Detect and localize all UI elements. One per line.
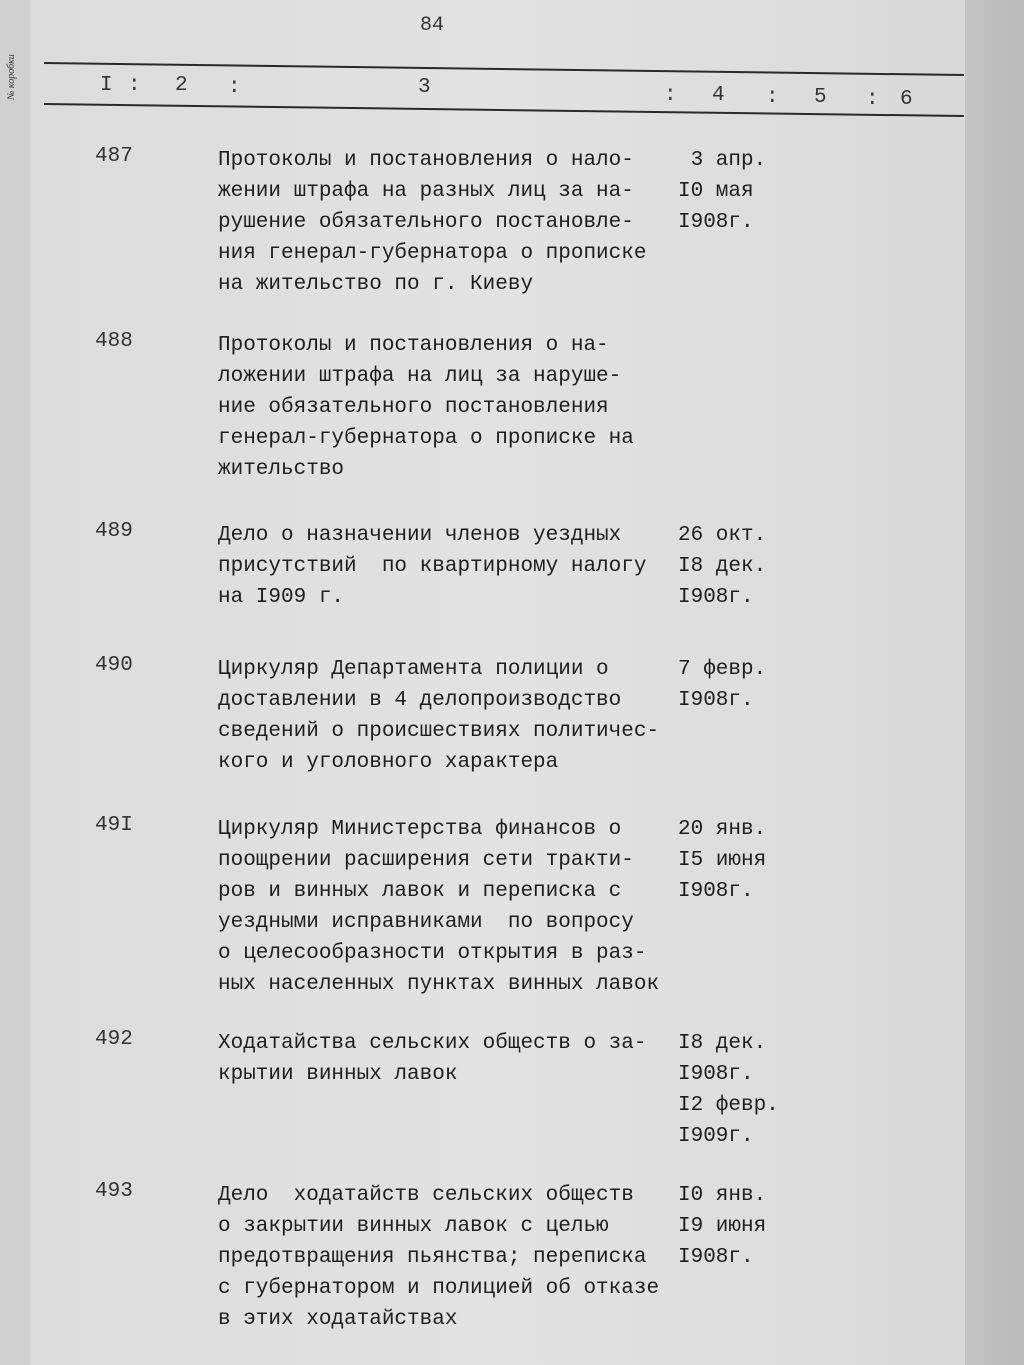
column-separator: : [766,86,779,109]
entry-title-line: генерал-губернатора о прописке на [218,427,634,450]
entry-number: 487 [95,145,133,168]
entry-dates [678,1028,779,1152]
entry-title-line: о закрытии винных лавок с целью [218,1215,609,1238]
entry-date-line: I2 февр. [678,1094,779,1117]
entry-title [218,330,634,485]
entry-dates [678,520,766,613]
entry-title-line: жении штрафа на разных лиц за на- [218,180,634,203]
column-separator: : [128,74,141,97]
entry-title-line: на жительство по г. Киеву [218,273,534,296]
entry-title-line: ложении штрафа на лиц за наруше- [218,365,622,388]
entry-title-line: ния генерал-губернатора о прописке [218,242,647,265]
entry-title-line: в этих ходатайствах [218,1308,458,1331]
box-number-label: № коробки [6,54,17,100]
entry-title-line: ние обязательного постановления [218,396,609,419]
entry-number: 490 [95,654,133,677]
entry-number: 488 [95,330,133,353]
entry-date-line: I8 дек. [678,1032,767,1055]
entry-dates [678,814,766,907]
entry-number: 489 [95,520,133,543]
column-header: 4 [712,84,725,107]
entry-title-line: ных населенных пунктах винных лавок [218,973,660,996]
entry-date-line: 7 февр. [678,658,767,681]
column-header: 5 [814,86,827,109]
entry-title-line: Ходатайства сельских обществ о за- [218,1032,647,1055]
column-separator: : [664,84,677,107]
entry-date-line: I9 июня [678,1215,767,1238]
entry-title-line: на I909 г. [218,586,345,609]
column-header: 6 [900,88,913,111]
entry-dates [678,654,766,716]
entry-title [218,1028,646,1090]
entry-title-line: ров и винных лавок и переписка с [218,880,622,903]
entry-dates [678,145,766,238]
entry-title [218,814,659,1000]
entry-title-line: о целесообразности открытия в раз- [218,942,647,965]
column-separator: : [866,88,879,111]
entry-title [218,520,646,613]
column-separator: : [228,76,241,99]
entry-date-line: 26 окт. [678,524,767,547]
entry-date-line: I8 дек. [678,555,767,578]
entry-title-line: Дело о назначении членов уездных [218,524,622,547]
entry-title-line: доставлении в 4 делопроизводство [218,689,622,712]
page-edge [965,0,1024,1365]
entry-title-line: крытии винных лавок [218,1063,458,1086]
entry-title-line: Протоколы и постановления о на- [218,334,609,357]
entry-date-line: I908г. [678,211,754,234]
entry-title-line: кого и уголовного характера [218,751,559,774]
entry-title-line: Циркуляр Министерства финансов о [218,818,622,841]
entry-title [218,1180,659,1335]
column-header: 2 [175,74,188,97]
entry-date-line: I5 июня [678,849,767,872]
entry-title-line: Протоколы и постановления о нало- [218,149,634,172]
entry-date-line: I909г. [678,1125,754,1148]
column-header: I [100,74,113,97]
entry-date-line: I908г. [678,1063,754,1086]
entry-title-line: Циркуляр Департамента полиции о [218,658,609,681]
entry-title-line: уездными исправниками по вопросу [218,911,634,934]
entry-date-line: I908г. [678,1246,754,1269]
entry-date-line: 20 янв. [678,818,767,841]
entry-title-line: рушение обязательного постановле- [218,211,634,234]
entry-title-line: сведений о происшествиях политичес- [218,720,660,743]
entry-number: 49I [95,814,133,837]
entry-title-line: поощрении расширения сети тракти- [218,849,634,872]
entry-title-line: с губернатором и полицией об отказе [218,1277,660,1300]
entry-title [218,145,646,300]
entry-date-line: 3 апр. [678,149,767,172]
entry-number: 493 [95,1180,133,1203]
entry-date-line: I908г. [678,586,754,609]
entry-title-line: жительство [218,458,345,481]
entry-dates [678,1180,766,1273]
entry-date-line: I0 мая [678,180,754,203]
page-number: 84 [420,14,445,37]
entry-number: 492 [95,1028,133,1051]
entry-title-line: предотвращения пьянства; переписка [218,1246,647,1269]
entry-date-line: I0 янв. [678,1184,767,1207]
entry-title-line: Дело ходатайств сельских обществ [218,1184,634,1207]
column-header: 3 [418,76,431,99]
entry-title [218,654,659,778]
entry-title-line: присутствий по квартирному налогу [218,555,647,578]
entry-date-line: I908г. [678,689,754,712]
entry-date-line: I908г. [678,880,754,903]
